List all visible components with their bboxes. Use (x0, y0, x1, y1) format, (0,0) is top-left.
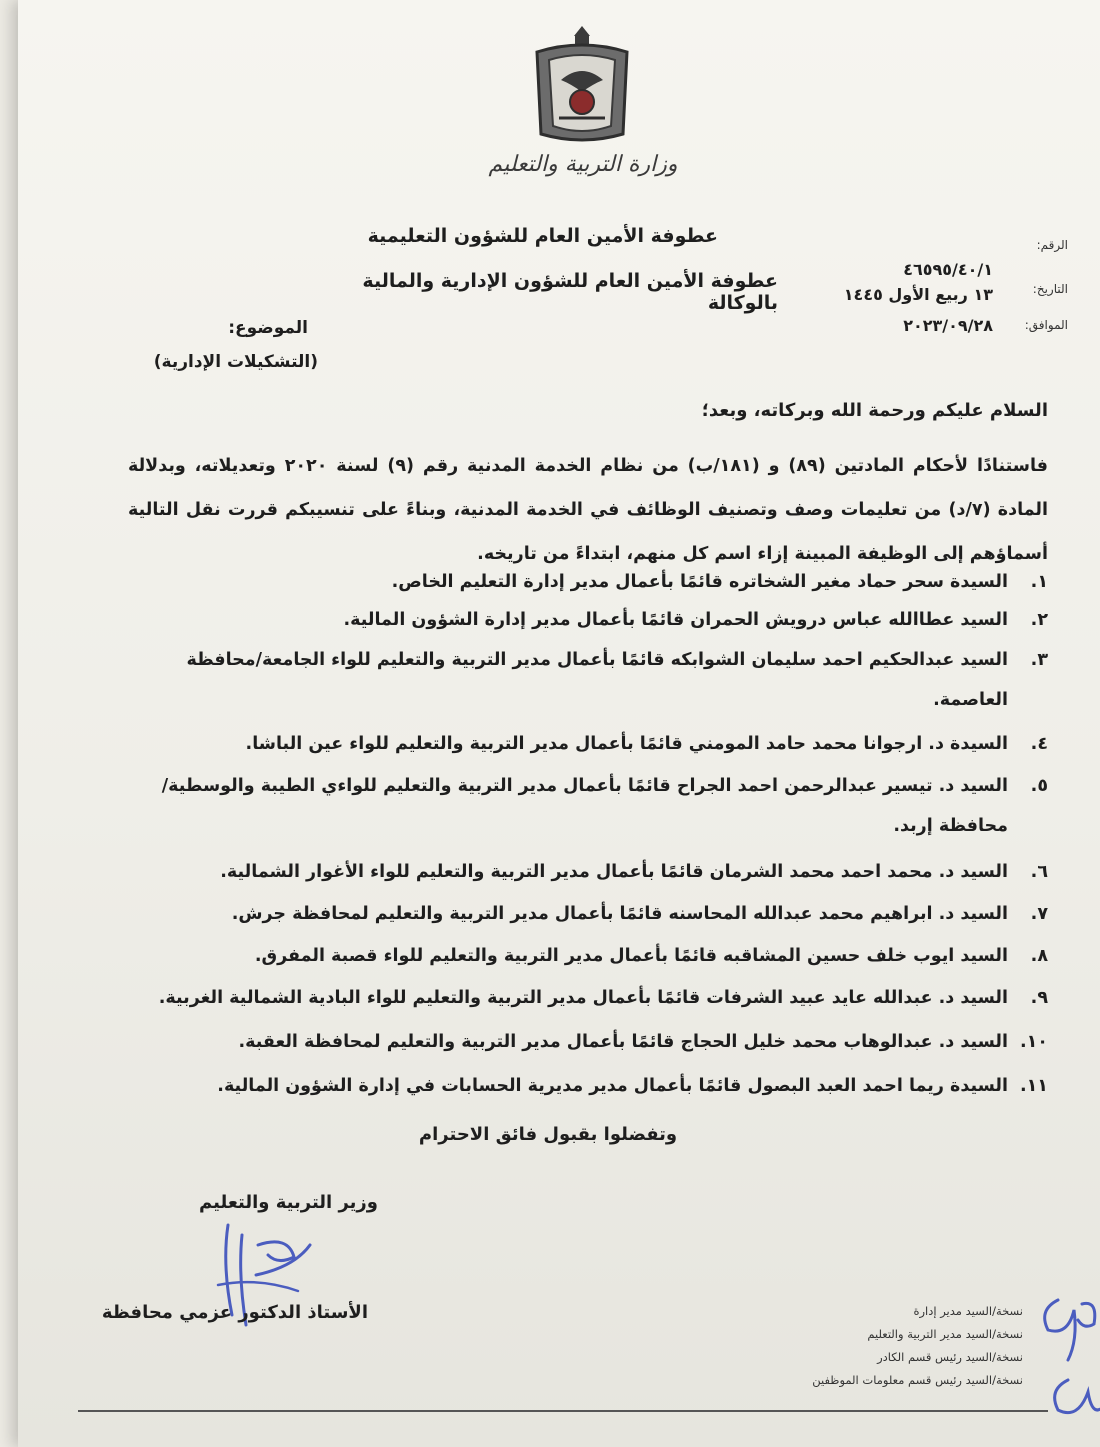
copy-line: نسخة/السيد رئيس قسم معلومات الموظفين (812, 1373, 1023, 1387)
subject-label: الموضوع: (228, 318, 308, 338)
ministry-name: وزارة التربية والتعليم (488, 152, 678, 177)
letter-page (18, 0, 1100, 1447)
recipient-line-2: عطوفة الأمين العام للشؤون الإدارية والمالية بالوكالة (362, 270, 778, 314)
royal-emblem-icon (523, 22, 641, 147)
subject-value: (التشكيلات الإدارية) (153, 352, 318, 372)
copy-line: نسخة/السيد مدير التربية والتعليم (867, 1327, 1023, 1341)
list-item: ١. السيدة سحر حماد مغير الشخاتره قائمًا بأعمال مدير إدارة التعليم الخاص. (391, 572, 1048, 592)
list-item: ٧. السيد د. ابراهيم محمد عبدالله المحاسنه قائمًا بأعمال مدير التربية والتعليم لمحافظة جرش. (231, 904, 1048, 924)
copy-line: نسخة/السيد رئيس قسم الكادر (877, 1350, 1023, 1364)
signer-name: الأستاذ الدكتور عزمي محافظة (101, 1302, 368, 1323)
handwritten-initials-icon (1028, 1280, 1100, 1430)
copy-line: نسخة/السيد مدير إدارة (913, 1304, 1023, 1318)
list-item: ١٠. السيد د. عبدالوهاب محمد خليل الحجاج قائمًا بأعمال مدير التربية والتعليم لمحافظة العقبة. (238, 1032, 1048, 1052)
list-item: ١١. السيدة ريما احمد العبد البصول قائمًا بأعمال مدير مديرية الحسابات في إدارة الشؤون المالية. (217, 1076, 1048, 1096)
closing-line: وتفضلوا بقبول فائق الاحترام (418, 1124, 678, 1145)
corr-label: الموافق: (1024, 318, 1068, 332)
list-item: ٣. السيد عبدالحكيم احمد سليمان الشوابكه قائمًا بأعمال مدير التربية والتعليم للواء الجامعة/محافظة العاصمة. (186, 650, 1048, 710)
footer-divider (78, 1410, 1048, 1412)
list-item: ٥. السيد د. تيسير عبدالرحمن احمد الجراح قائمًا بأعمال مدير التربية والتعليم للواءي الطيبة والوسطية/محافظة إربد. (161, 776, 1048, 836)
recipient-line-1: عطوفة الأمين العام للشؤون التعليمية (367, 225, 718, 247)
date-gregorian: ٢٠٢٣/٠٩/٢٨ (903, 316, 993, 335)
date-hijri: ١٣ ربيع الأول ١٤٤٥ (843, 285, 993, 304)
copies-list (748, 1300, 1023, 1392)
list-item: ٨. السيد ايوب خلف حسين المشاقبه قائمًا بأعمال مدير التربية والتعليم للواء قصبة المفرق. (254, 946, 1048, 966)
ref-value: ٤٦٥٩٥/٤٠/١ (903, 260, 993, 279)
greeting: السلام عليكم ورحمة الله وبركاته، وبعد؛ (701, 400, 1048, 421)
date-label: التاريخ: (1032, 282, 1068, 296)
list-item: ٦. السيد د. محمد احمد محمد الشرمان قائمًا بأعمال مدير التربية والتعليم للواء الأغوار الشمالية. (220, 862, 1048, 882)
list-item: ٩. السيد د. عبدالله عايد عبيد الشرفات قائمًا بأعمال مدير التربية والتعليم للواء البادية الشمالية الغربية. (158, 988, 1048, 1008)
ref-label: الرقم: (1036, 238, 1068, 252)
intro-paragraph: فاستنادًا لأحكام المادتين (٨٩) و (١٨١/ب) من نظام الخدمة المدنية رقم (٩) لسنة ٢٠٢٠ وتعديلاته، وبدلالة المادة (٧/د) من تعليمات وصف وتصنيف الوظائف في الخدمة المدنية، وبناءً على تنسيبكم قررت نقل التالية أسماؤهم إلى الوظيفة المبينة إزاء اسم كل منهم، ابتداءً من تاريخه. (128, 456, 1049, 564)
minister-title: وزير التربية والتعليم (199, 1192, 378, 1213)
list-item: ٤. السيدة د. ارجوانا محمد حامد المومني قائمًا بأعمال مدير التربية والتعليم للواء عين الباشا. (245, 734, 1048, 754)
list-item: ٢. السيد عطاالله عباس درويش الحمران قائمًا بأعمال مدير إدارة الشؤون المالية. (343, 610, 1048, 630)
